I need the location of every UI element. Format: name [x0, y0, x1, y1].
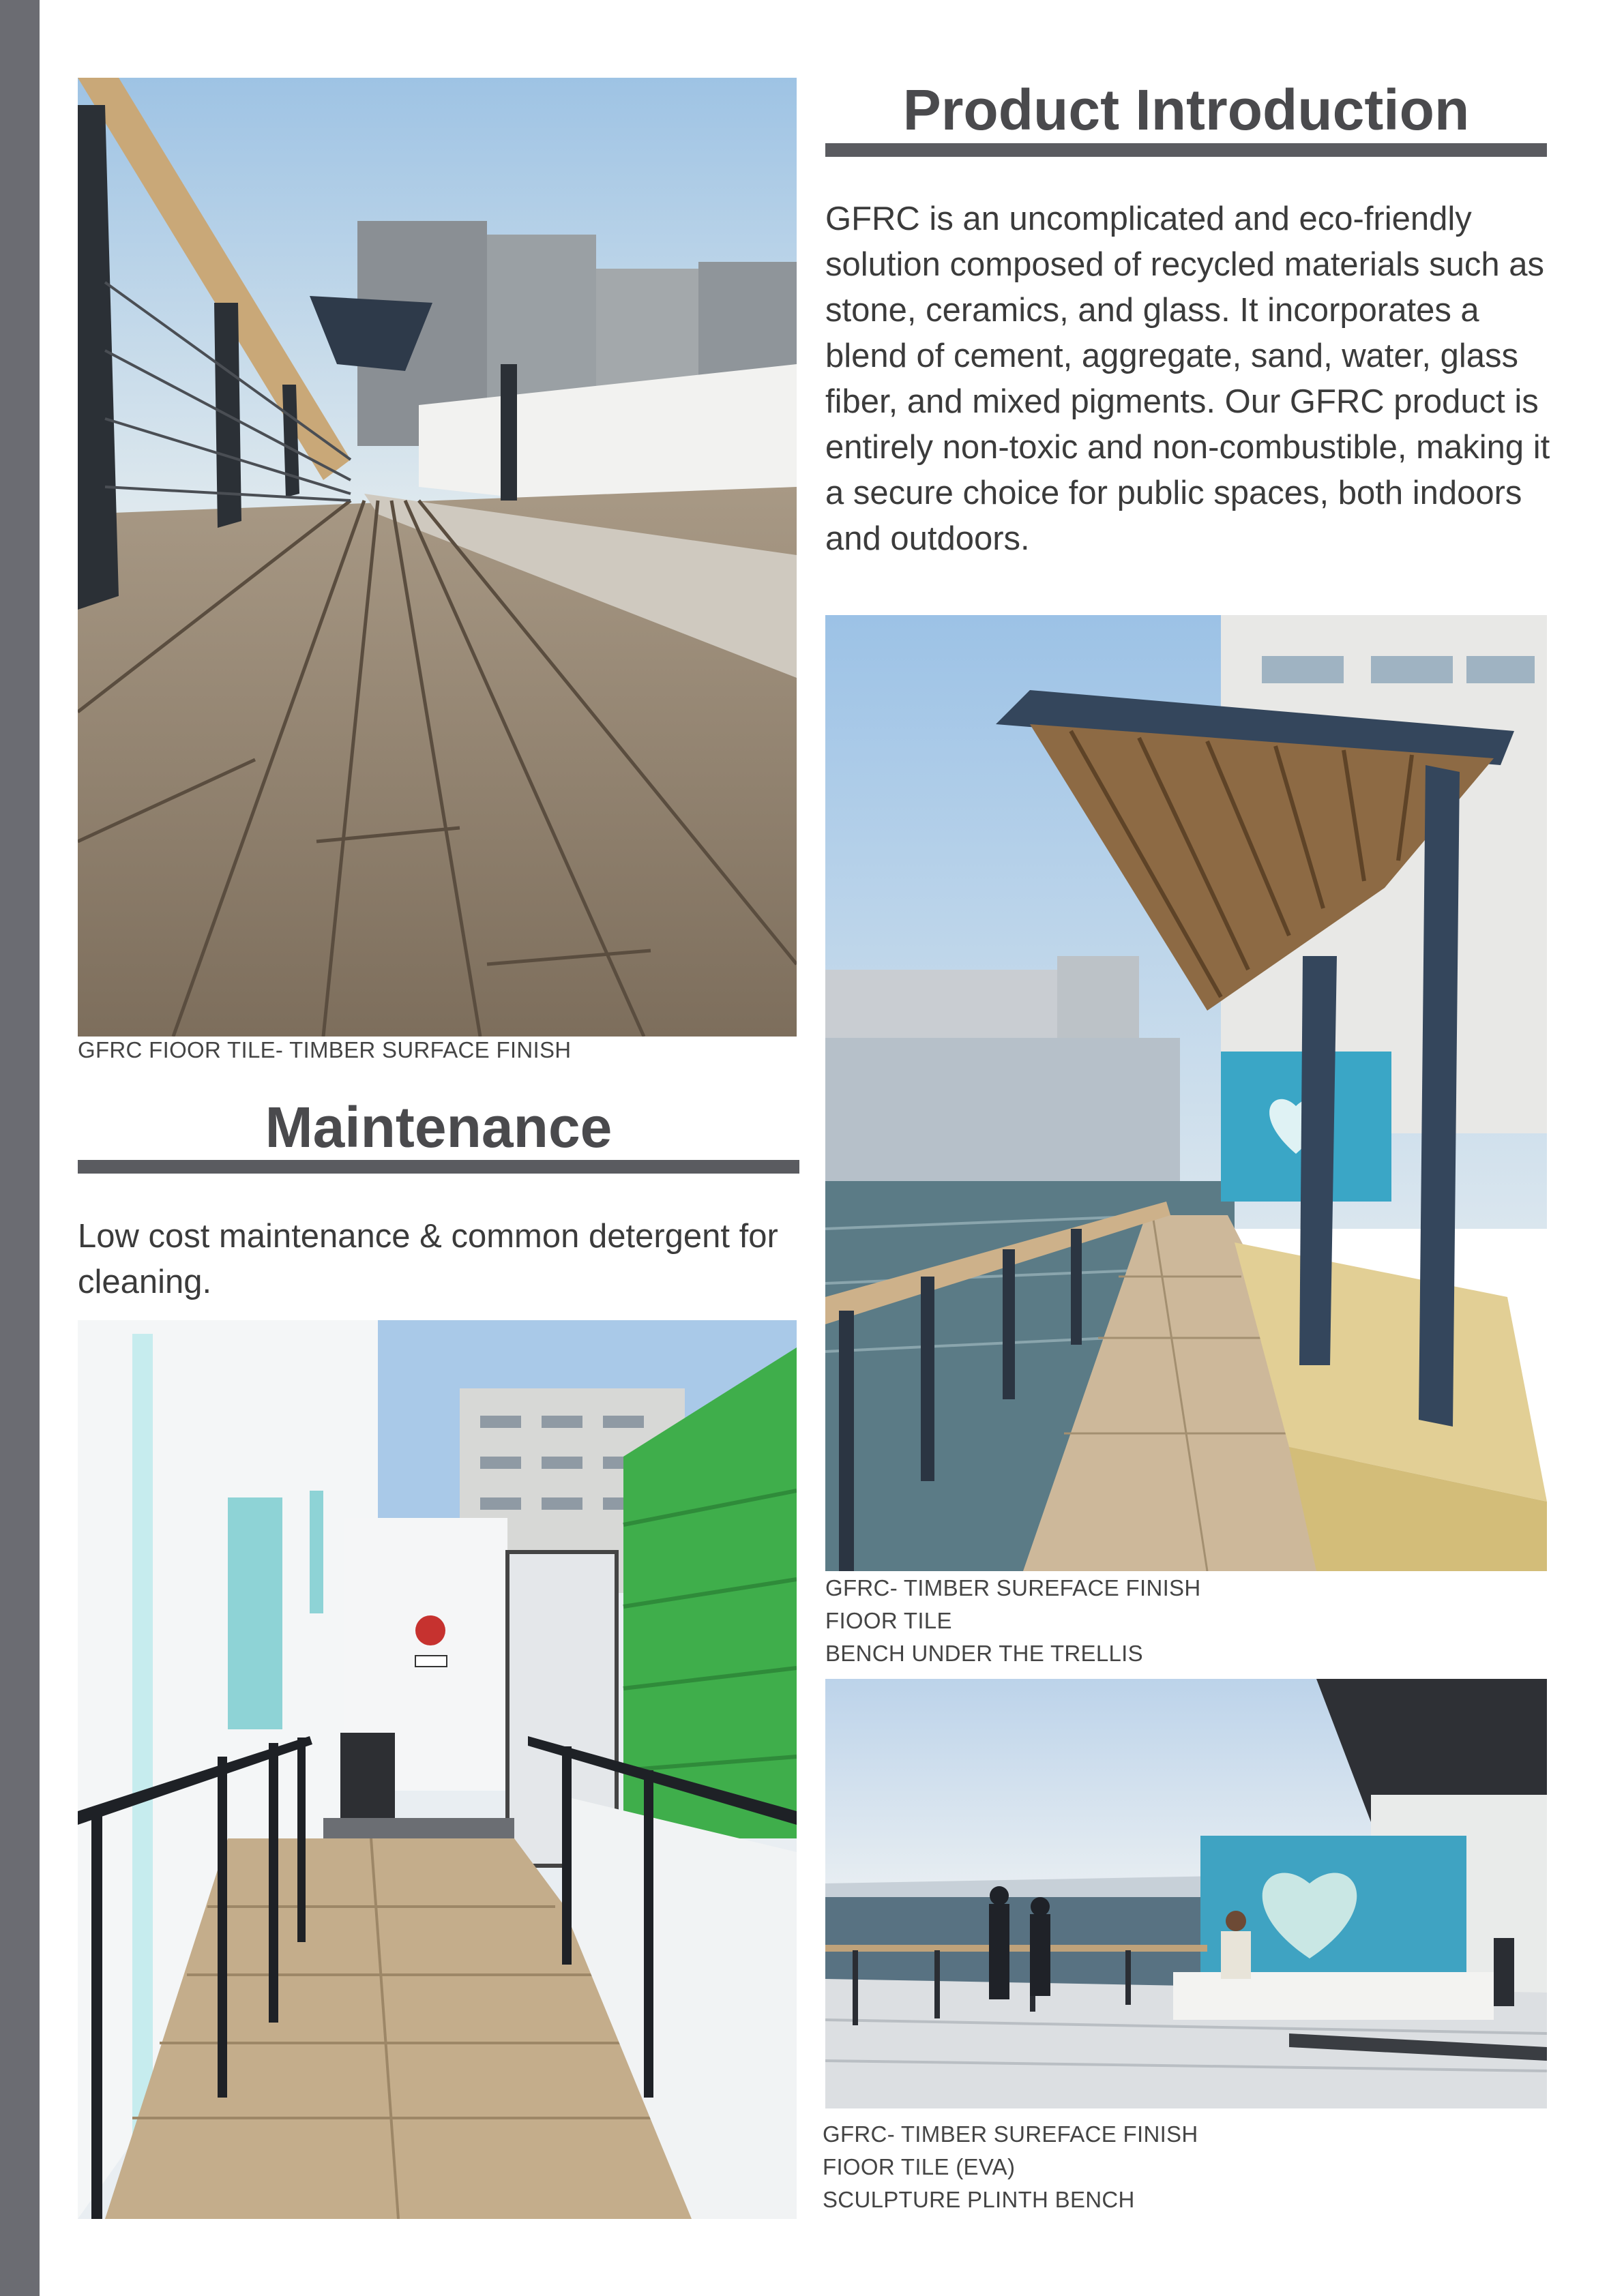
photo4-caption-line-1: GFRC- TIMBER SUREFACE FINISH [823, 2121, 1198, 2147]
photo3-caption [825, 1572, 1201, 1670]
product-introduction-heading: Product Introduction [902, 78, 1470, 142]
product-introduction-heading-rule [825, 143, 1547, 157]
maintenance-text: Low cost maintenance & common detergent for cleaning. [78, 1218, 778, 1300]
photo4-caption-line-3: SCULPTURE PLINTH BENCH [823, 2187, 1135, 2212]
photo-promenade-floor-tiles [78, 78, 797, 1037]
photo4-caption [823, 2118, 1198, 2216]
photo3-caption-line-2: FIOOR TILE [825, 1608, 952, 1633]
product-introduction-text: GFRC is an uncomplicated and eco-friendly solution composed of recycled materials such as stone, ceramics, and glass. It incorporates a blend of cement, aggregate, sand, water, glass fiber, and mixed pigments. Our GFRC product is entirely non-toxic and non-combustible, making it a secure choice for public spaces, both indoors and outdoors. [825, 200, 1550, 557]
photo3-caption-line-1: GFRC- TIMBER SUREFACE FINISH [825, 1575, 1201, 1600]
photo4-caption-line-2: FIOOR TILE (EVA) [823, 2154, 1016, 2179]
photo-ramp-walkway [78, 1320, 797, 2219]
photo3-caption-line-3: BENCH UNDER THE TRELLIS [825, 1641, 1143, 1666]
maintenance-heading-rule [78, 1160, 799, 1174]
maintenance-heading: Maintenance [265, 1095, 612, 1159]
photo1-caption: GFRC FIOOR TILE- TIMBER SURFACE FINISH [78, 1037, 572, 1062]
page-side-bar [0, 0, 40, 2296]
photo-sculpture-plinth-bench [825, 1679, 1547, 2108]
photo-bench-under-trellis [825, 615, 1547, 1571]
